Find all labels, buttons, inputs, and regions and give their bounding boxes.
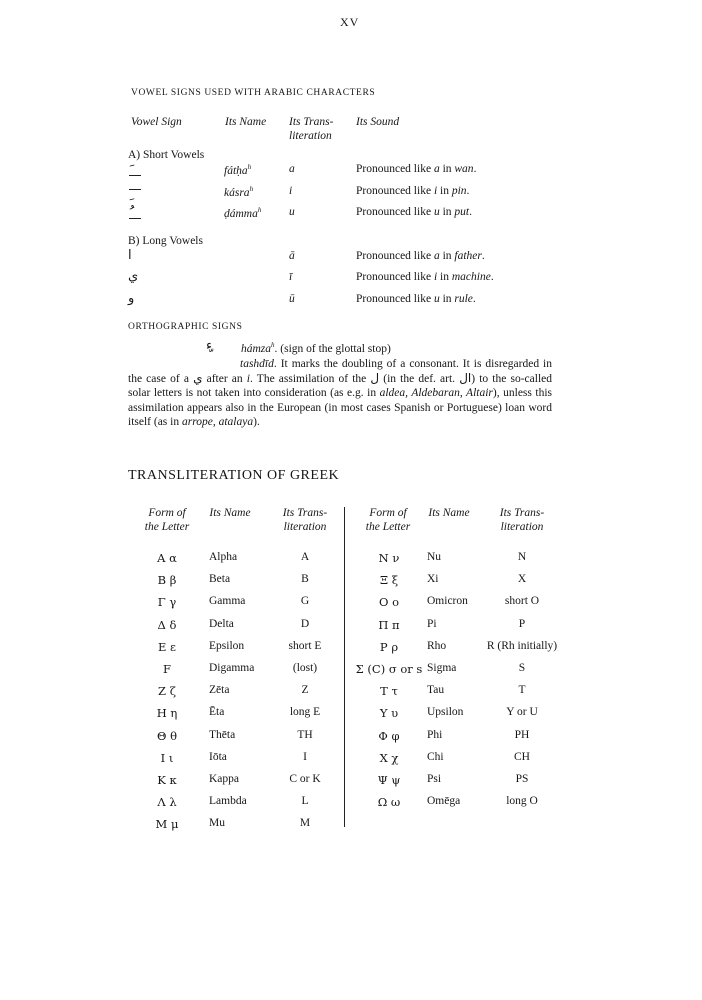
greek-letter-form: Ν ν (378, 551, 400, 565)
greek-letter-translit: M (299, 817, 311, 829)
greek-letter-translit: Z (301, 684, 309, 696)
vowel-name-text: kásra (224, 186, 250, 199)
sound-end: . (469, 206, 472, 218)
sound-end: . (490, 271, 494, 283)
greek-letter-name: Mu (209, 817, 225, 829)
vowel-sound (356, 206, 472, 218)
sound-example-word: put (454, 206, 470, 218)
greek-letter-form: Χ χ (379, 751, 399, 765)
tashdid-text-4: (in the def. art. (379, 373, 460, 386)
greek-letter-translit: long O (506, 795, 538, 807)
greek-letter-form: Λ λ (157, 795, 177, 809)
greek-letter-translit: CH (514, 751, 530, 763)
vowel-name-text: ḍámma (224, 207, 258, 220)
greek-letter-translit: B (301, 573, 309, 585)
greek-letter-translit: short O (504, 595, 540, 607)
vowel-letter-icon: ا (128, 248, 132, 263)
greek-letter-form: Ο ο (378, 595, 399, 609)
vowel-letter-icon: ي (128, 269, 139, 284)
vowel-header-translit: Its Trans- literation (289, 116, 334, 142)
sound-prefix: Pronounced like (356, 206, 434, 218)
hamza-superscript: h (271, 341, 275, 349)
tashdid-text-2: after an (202, 373, 247, 386)
greek-letter-name: Psi (427, 773, 442, 785)
vowel-sound (356, 163, 476, 175)
greek-letter-translit: TH (297, 729, 313, 741)
vowel-sign-base (129, 218, 141, 219)
greek-letter-form: Τ τ (380, 684, 398, 698)
greek-letter-name: Tau (427, 684, 445, 696)
tashdid-text-5: ) to the so-called solar letters is not taken into consideration (as e.g. in (128, 373, 552, 400)
vowel-header-sign: Vowel Sign (131, 116, 182, 128)
greek-letter-translit: A (300, 551, 310, 563)
sound-example-word: machine (451, 271, 491, 283)
tashdid-text-3: . The assimilation of the (250, 373, 371, 386)
sound-mid: in (439, 163, 455, 175)
greek-right-header-form: Form of the Letter (365, 507, 411, 533)
greek-letter-name: Sigma (427, 662, 457, 674)
page-number: XV (340, 15, 360, 29)
greek-letter-name: Rho (427, 640, 447, 652)
example-words-1: aldea, Aldebaran, Altair (379, 387, 493, 400)
greek-letter-name: Digamma (209, 662, 255, 674)
hamza-name: hámza (241, 342, 272, 355)
vowel-sound (356, 293, 476, 305)
greek-letter-translit: I (303, 751, 307, 763)
long-vowels-label: B) Long Vowels (128, 235, 203, 247)
vowel-translit: ū (289, 293, 295, 305)
greek-letter-name: Omēga (427, 795, 461, 807)
greek-letter-form: Σ (C) σ or s (355, 662, 423, 676)
greek-letter-form: Δ δ (157, 618, 177, 632)
greek-right-header-name: Its Name (428, 507, 470, 519)
greek-letter-name: Iōta (209, 751, 227, 763)
sound-prefix: Pronounced like (356, 185, 434, 197)
sound-mid: in (439, 206, 455, 218)
greek-letter-name: Delta (209, 618, 234, 630)
greek-letter-translit: G (300, 595, 310, 607)
greek-letter-translit: S (518, 662, 526, 674)
greek-letter-name: Ēta (209, 706, 225, 718)
greek-letter-translit: long E (289, 706, 321, 718)
greek-letter-name: Beta (209, 573, 231, 585)
al-article: ال (459, 371, 472, 386)
greek-section-title: TRANSLITERATION OF GREEK (128, 468, 340, 483)
vowel-name-superscript: h (249, 185, 254, 193)
short-vowels-label: A) Short Vowels (128, 149, 205, 161)
tashdid-text-7: ). (253, 415, 260, 428)
sound-example-word: wan (454, 163, 474, 175)
vowel-sign-icon (128, 203, 142, 225)
greek-letter-translit: D (300, 618, 310, 630)
greek-right-header-translit: Its Trans- literation (499, 507, 545, 533)
sound-prefix: Pronounced like (356, 271, 434, 283)
greek-letter-form: Μ μ (155, 817, 179, 831)
greek-letter-form: Θ θ (156, 729, 177, 743)
vowel-sound (356, 271, 494, 283)
greek-letter-form: Π π (378, 618, 400, 632)
tashdid-paragraph (128, 357, 552, 429)
hamza-line (241, 341, 391, 355)
greek-letter-form: Ψ ψ (377, 773, 401, 787)
example-words-2: arrope, atalaya (181, 415, 254, 428)
sound-prefix: Pronounced like (356, 293, 434, 305)
sound-example-word: father (454, 250, 482, 262)
greek-letter-name: Epsilon (209, 640, 245, 652)
greek-letter-translit: PH (514, 729, 530, 741)
greek-letter-form: Α α (157, 551, 177, 565)
greek-letter-name: Thēta (209, 729, 236, 741)
sound-letter: a (433, 163, 440, 175)
sound-letter: i (433, 271, 438, 283)
greek-letter-form: Β β (157, 573, 177, 587)
greek-letter-form: Η η (156, 706, 178, 720)
greek-letter-translit: T (518, 684, 526, 696)
sound-mid: in (439, 293, 455, 305)
sound-end: . (473, 163, 477, 175)
greek-letter-name: Kappa (209, 773, 240, 785)
greek-letter-form: Γ γ (157, 595, 177, 609)
tashdid-i: i (246, 373, 250, 386)
ya-char: ي (193, 371, 203, 386)
vowel-translit: a (289, 163, 295, 175)
greek-letter-name: Alpha (209, 551, 238, 563)
vowel-translit: ā (289, 250, 295, 262)
greek-left-header-translit: Its Trans- literation (282, 507, 328, 533)
vowel-name (224, 163, 251, 177)
vowel-letter-icon: و (128, 291, 135, 306)
greek-letter-translit: R (Rh initially) (486, 640, 558, 652)
sound-letter: a (433, 250, 440, 262)
vowel-name-superscript: h (247, 163, 252, 171)
hamza-description: . (sign of the glottal stop) (274, 342, 391, 355)
greek-letter-translit: X (517, 573, 527, 585)
sound-letter: u (433, 206, 440, 218)
vowel-name-text: fátḥa (224, 164, 248, 177)
vowel-header-name: Its Name (225, 116, 267, 128)
vowel-name (224, 206, 261, 220)
greek-letter-translit: PS (515, 773, 529, 785)
greek-letter-form: Ζ ζ (158, 684, 176, 698)
vowel-sound (356, 185, 469, 197)
vowel-sign-icon (128, 160, 142, 182)
tashdid-name: tashdīd (240, 358, 274, 370)
lam-char: ل (370, 371, 380, 386)
greek-letter-name: Pi (427, 618, 437, 630)
sound-prefix: Pronounced like (356, 163, 434, 175)
greek-letter-form: Ι ι (160, 751, 174, 765)
greek-letter-name: Omicron (427, 595, 468, 607)
greek-letter-name: Nu (427, 551, 442, 563)
vowel-section-title: VOWEL SIGNS USED WITH ARABIC CHARACTERS (131, 88, 376, 98)
vowel-sound (356, 250, 485, 262)
sound-letter: i (433, 185, 438, 197)
greek-letter-name: Upsilon (427, 706, 464, 718)
greek-letter-translit: C or K (289, 773, 321, 785)
hamza-sign: ء (206, 338, 213, 353)
greek-letter-name: Phi (427, 729, 443, 741)
greek-letter-form: Φ φ (378, 729, 400, 743)
greek-letter-form: Ε ε (157, 640, 176, 654)
greek-letter-name: Gamma (209, 595, 246, 607)
vowel-translit: u (289, 206, 295, 218)
greek-letter-translit: N (517, 551, 527, 563)
greek-left-header-name: Its Name (209, 507, 251, 519)
greek-letter-name: Zēta (209, 684, 230, 696)
greek-letter-translit: P (518, 618, 526, 630)
greek-letter-form: Κ κ (157, 773, 177, 787)
greek-letter-form: Ρ ρ (379, 640, 399, 654)
greek-letter-form: Ω ω (377, 795, 401, 809)
sound-end: . (466, 185, 470, 197)
greek-letter-name: Xi (427, 573, 439, 585)
vowel-name (224, 185, 253, 199)
greek-letter-name: Lambda (209, 795, 247, 807)
greek-letter-form: F (163, 662, 171, 676)
sound-mid: in (439, 250, 455, 262)
vowel-sign-base (129, 189, 141, 190)
vowel-translit: i (289, 185, 293, 197)
vowel-header-sound: Its Sound (356, 116, 400, 128)
vowel-translit: ī (289, 271, 293, 283)
vowel-sign-icon (128, 182, 142, 204)
orthographic-section-title: ORTHOGRAPHIC SIGNS (128, 322, 243, 332)
greek-letter-form: Υ υ (379, 706, 399, 720)
sound-letter: u (433, 293, 440, 305)
sound-end: . (472, 293, 476, 305)
vowel-sign-base (129, 175, 141, 176)
sound-end: . (481, 250, 485, 262)
greek-letter-translit: Y or U (506, 706, 538, 718)
greek-letter-translit: (lost) (292, 662, 318, 674)
greek-letter-name: Chi (427, 751, 444, 763)
sound-mid: in (437, 185, 452, 197)
vowel-name-superscript: h (257, 206, 262, 214)
greek-left-header-form: Form of the Letter (144, 507, 190, 533)
tashdid-text-6: ), unless this assimilation appears also in the European (in most cases Spanish or Portuguese) loan word itself (as in (128, 387, 552, 428)
greek-letter-translit: L (301, 795, 309, 807)
sound-example-word: rule (454, 293, 473, 305)
sound-mid: in (437, 271, 452, 283)
tashdid-text-1: . It marks the doubling of a consonant. It is disregarded in the case of a (128, 358, 552, 386)
greek-letter-translit: short E (288, 640, 322, 652)
sound-example-word: pin (451, 185, 467, 197)
sound-prefix: Pronounced like (356, 250, 434, 262)
greek-letter-form: Ξ ξ (379, 573, 399, 587)
